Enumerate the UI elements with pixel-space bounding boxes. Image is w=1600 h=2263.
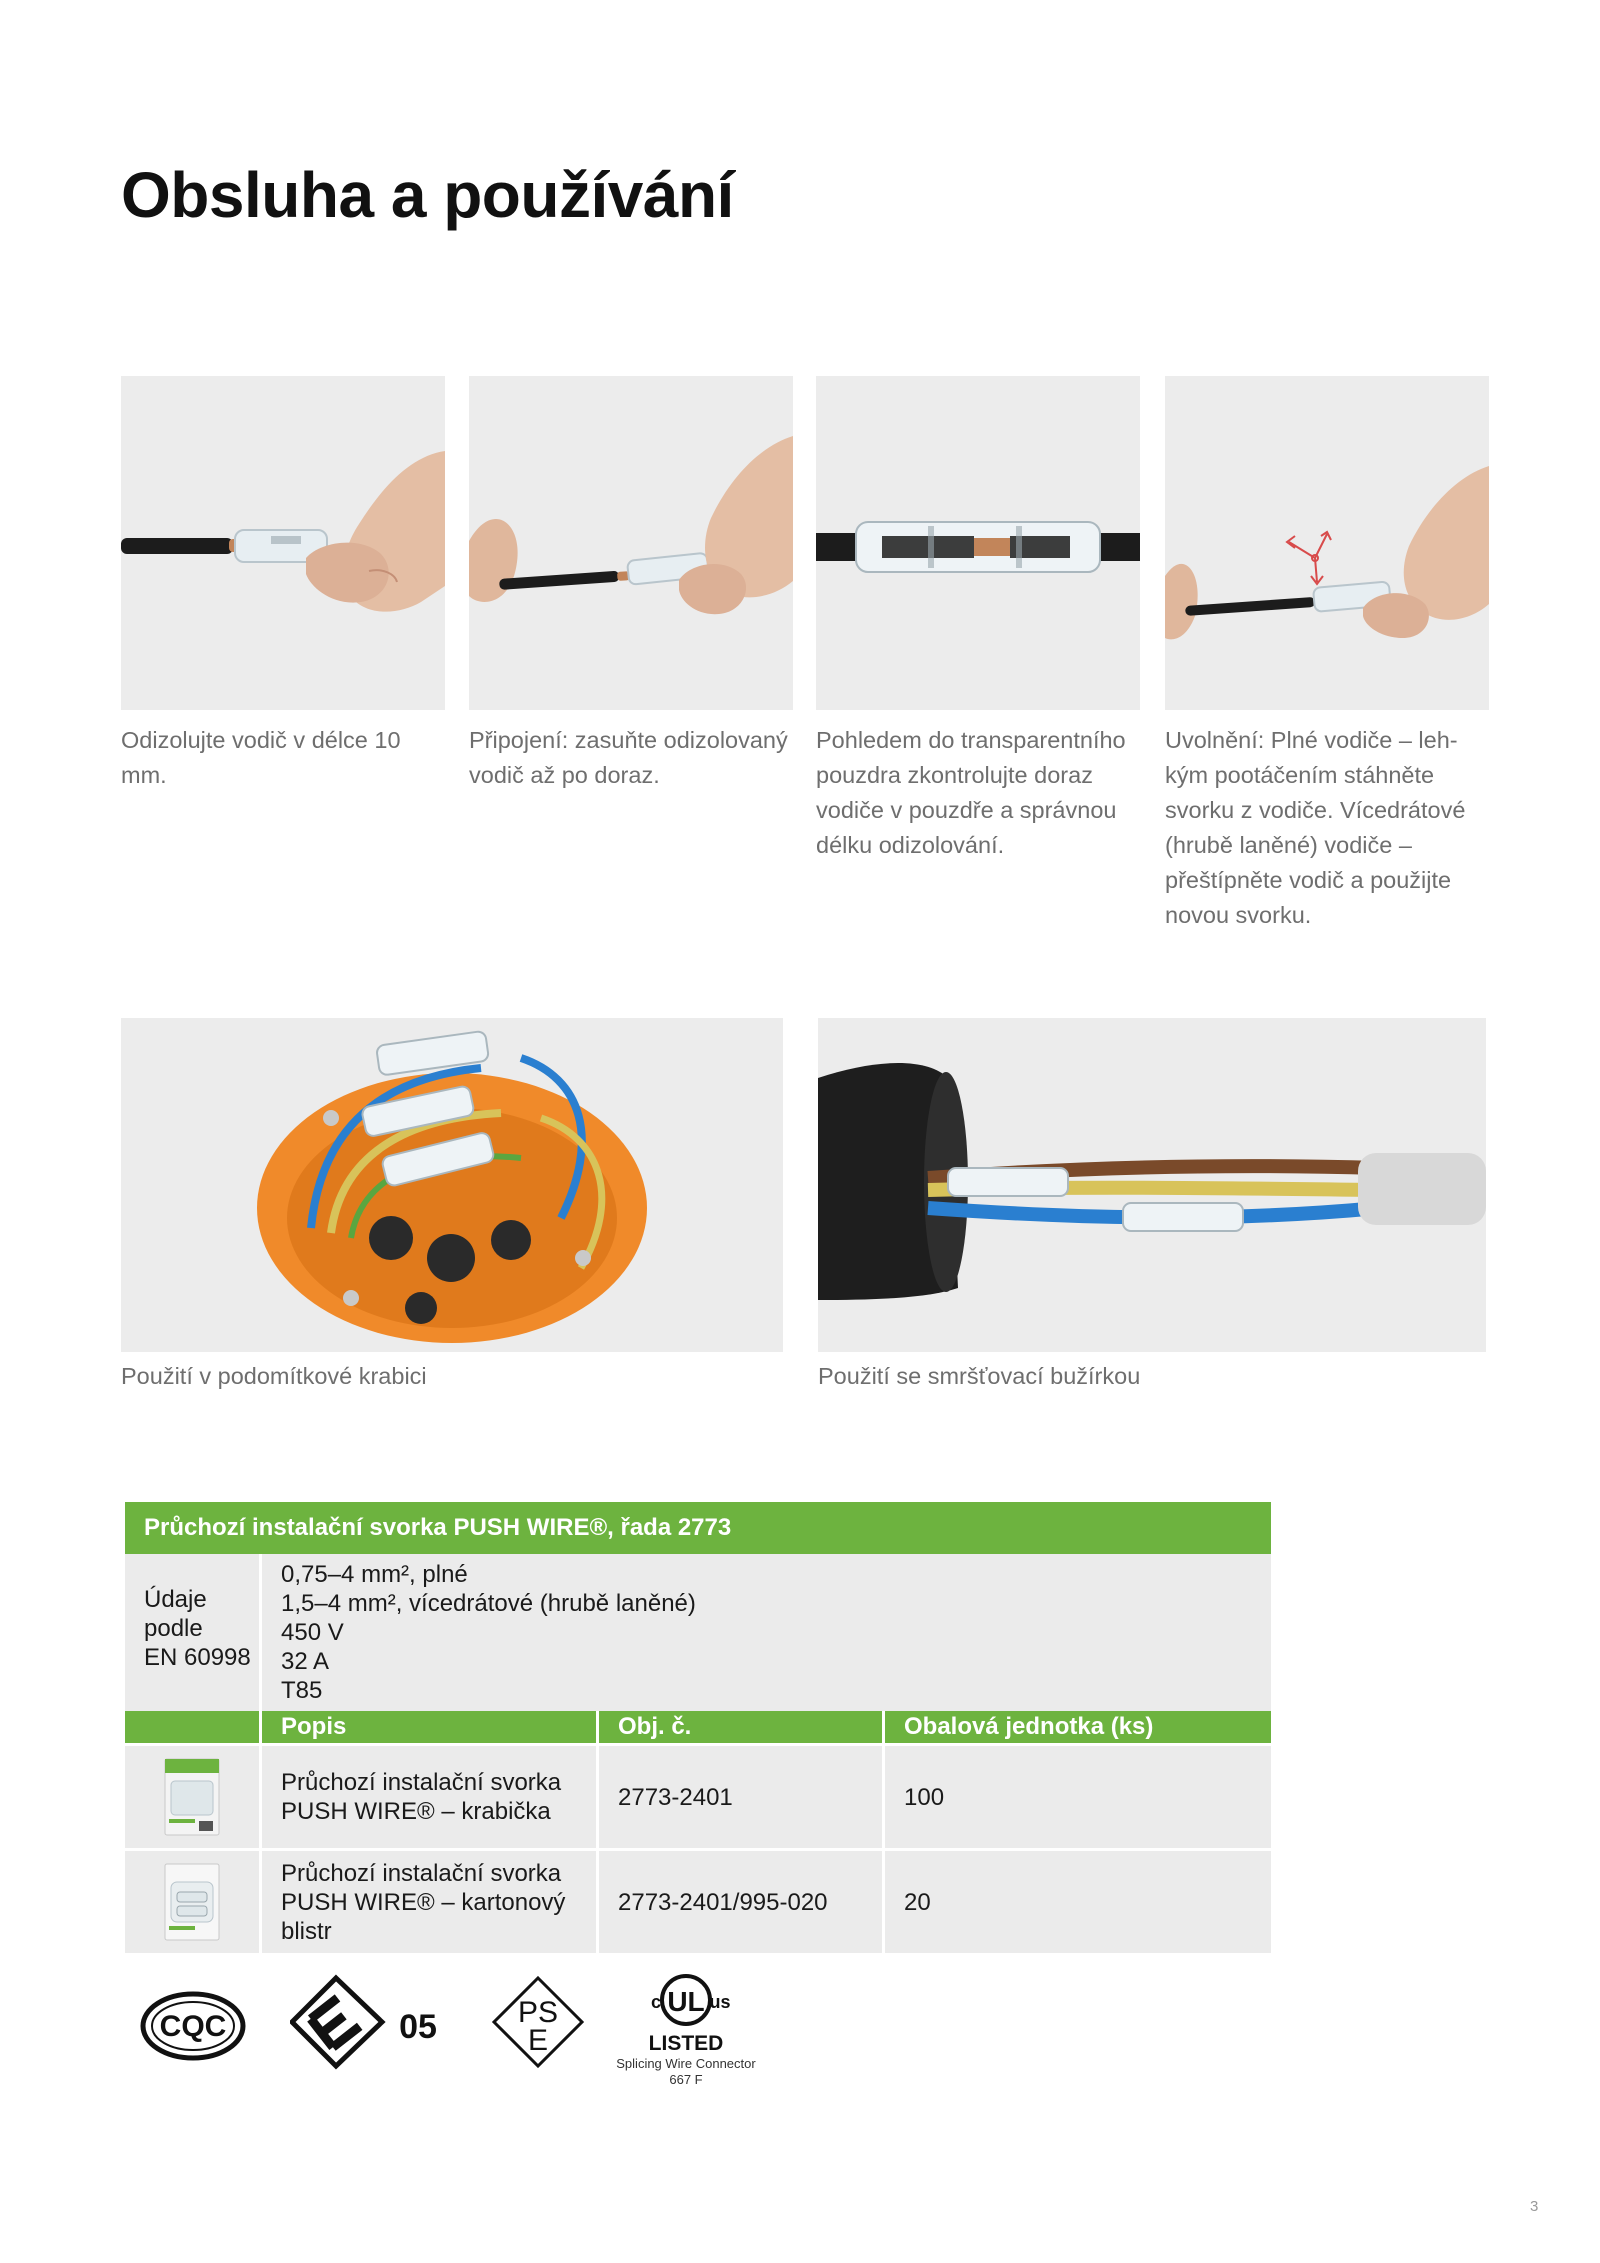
product-blister-image — [161, 1860, 223, 1944]
row-obj: 2773-2401/995-020 — [599, 1851, 885, 1953]
cqc-logo-text: CQC — [159, 2010, 227, 2043]
row-popis — [262, 1746, 599, 1848]
step-1 — [121, 376, 445, 793]
page-title: Obsluha a používání — [121, 159, 734, 231]
product-box-image — [161, 1755, 223, 1839]
step-2 — [469, 376, 793, 793]
step-2-caption: Připojení: zasuňte odizolovaný vodič až po doraz. — [469, 727, 788, 788]
data-label-line: podle — [144, 1615, 203, 1642]
ul-mark: UL — [667, 1986, 705, 2017]
flush-box-caption: Použití v podomítkové krabici — [121, 1363, 427, 1389]
popis-line: Průchozí instalační svorka — [281, 1859, 562, 1887]
popis-line: blistr — [281, 1917, 332, 1945]
table-row — [125, 1848, 1271, 1953]
ul-us: us — [709, 1992, 731, 2012]
column-header-ks: Obalová jednotka (ks) — [904, 1713, 1154, 1740]
data-values — [262, 1554, 1271, 1711]
ul-desc: Splicing Wire Connector — [616, 2056, 756, 2071]
data-value: 1,5–4 mm², vícedrátové (hrubě laněné) — [281, 1590, 696, 1617]
application-flush-box — [121, 1018, 783, 1394]
ul-listed-text: LISTED — [648, 2032, 724, 2055]
data-label-line: EN 60998 — [144, 1644, 251, 1671]
column-header-popis: Popis — [262, 1711, 599, 1743]
ul-code: 667 F — [669, 2072, 703, 2087]
table-row — [125, 1743, 1271, 1848]
data-value: 32 A — [281, 1648, 330, 1675]
heat-shrink-caption: Použití se smršťovací bužírkou — [818, 1363, 1141, 1389]
step-4-photo — [1165, 376, 1489, 710]
data-value: T85 — [281, 1677, 323, 1704]
column-header-row — [125, 1711, 1271, 1743]
step-3 — [816, 376, 1140, 863]
popis-line: PUSH WIRE® – kartonový — [281, 1888, 566, 1916]
step-4 — [1165, 376, 1489, 933]
product-thumbnail-box — [125, 1746, 262, 1848]
step-2-photo — [469, 376, 793, 710]
table-header: Průchozí instalační svorka PUSH WIRE®, řada 2773 — [125, 1502, 1271, 1554]
column-header-empty — [125, 1711, 262, 1743]
data-value: 450 V — [281, 1619, 344, 1646]
certification-logos — [140, 1960, 820, 2110]
pse-logo — [490, 1974, 586, 2070]
row-ks: 20 — [904, 1888, 931, 1916]
data-label — [125, 1554, 262, 1711]
step-3-photo — [816, 376, 1140, 710]
application-heat-shrink — [818, 1018, 1486, 1394]
step-1-photo — [121, 376, 445, 710]
enec-logo — [290, 1974, 452, 2070]
row-popis — [262, 1851, 599, 1953]
data-row — [125, 1554, 1271, 1711]
heat-shrink-photo — [818, 1018, 1486, 1352]
row-obj: 2773-2401 — [599, 1746, 885, 1848]
step-4-caption: Uvolnění: Plné vodiče – lehkým pootáčením stáhněte svorku z vodiče. Vícedrátové (hrubě laněné) vodiče – přeštípněte vodič a použijte novou svorku. — [1165, 727, 1466, 928]
row-ks: 100 — [904, 1783, 945, 1811]
data-value: 0,75–4 mm², plné — [281, 1561, 468, 1588]
data-label-line: Údaje — [144, 1586, 207, 1613]
cqc-logo — [140, 1990, 246, 2062]
spec-table — [125, 1502, 1271, 1953]
popis-line: Průchozí instalační svorka — [281, 1769, 562, 1796]
step-3-caption: Pohledem do transparentního pouzdra zkontrolujte doraz vodiče v pouzdře a správnou délku odizolování. — [816, 727, 1126, 858]
pse-bottom: E — [527, 2024, 549, 2057]
page-number: 3 — [1530, 2198, 1539, 2215]
popis-line: PUSH WIRE® – krabička — [281, 1798, 551, 1825]
ul-c: c — [650, 1992, 662, 2012]
ul-listed-logo — [610, 1960, 790, 2110]
enec-code: 05 — [399, 2008, 437, 2046]
flush-box-photo — [121, 1018, 783, 1352]
column-header-obj: Obj. č. — [599, 1711, 885, 1743]
step-1-caption: Odizolujte vodič v délce 10 mm. — [121, 727, 401, 788]
product-thumbnail-blister — [125, 1851, 262, 1953]
pse-top: PS — [517, 1996, 559, 2029]
